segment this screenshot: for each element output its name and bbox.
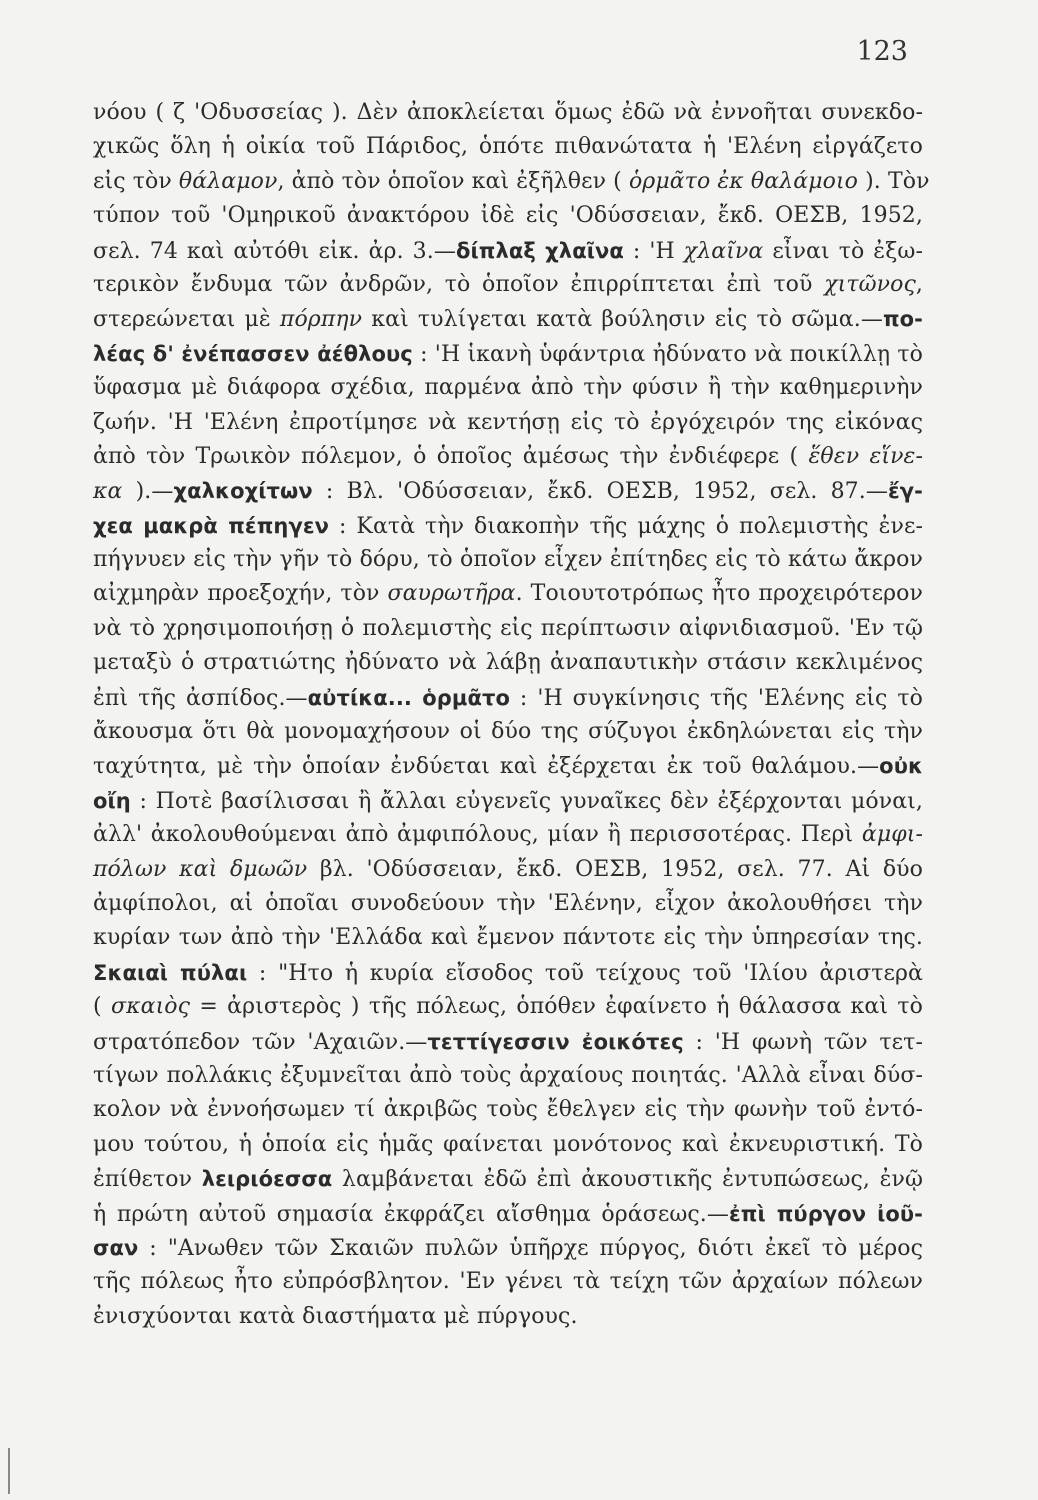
text-line bbox=[93, 130, 923, 164]
text-line bbox=[93, 199, 923, 233]
text-run: εἰς τὸν bbox=[93, 168, 179, 194]
bold-lemma: τεττίγεσσιν ἐοικότες bbox=[427, 1029, 684, 1054]
text-line bbox=[93, 165, 930, 199]
bold-lemma: πο- bbox=[882, 307, 923, 332]
bold-lemma: ἐπὶ πύργον ἰοῦ- bbox=[729, 1201, 923, 1226]
text-line bbox=[93, 921, 923, 955]
text-run: κυρίαν των ἀπὸ τὴν 'Ελλάδα καὶ ἔμενον πάντοτε εἰς τὴν ὑπηρεσίαν της. bbox=[93, 925, 923, 951]
text-line bbox=[93, 1128, 923, 1162]
text-run: μου τούτου, ἡ ὁποία εἰς ἡμᾶς φαίνεται μονότονος καὶ ἐκνευριστική. Τὸ bbox=[93, 1131, 923, 1157]
bold-lemma: λειριόεσσα bbox=[201, 1167, 333, 1192]
text-run: πήγνυεν εἰς τὴν γῆν τὸ δόρυ, τὸ ὁποῖον εἶχεν ἐπίτηδες εἰς τὸ κάτω ἄκρον bbox=[93, 547, 923, 573]
text-line bbox=[93, 234, 923, 268]
text-line bbox=[93, 1025, 923, 1059]
italic-term: χλαῖνα bbox=[683, 238, 764, 264]
bold-lemma: Σκαιαὶ πύλαι bbox=[93, 960, 248, 985]
text-run: ἀμφίπολοι, αἱ ὁποῖαι συνοδεύουν τὴν 'Ελένην, εἶχον ἀκολουθήσει τὴν bbox=[93, 890, 923, 916]
bold-lemma: δίπλαξ χλαῖνα bbox=[455, 238, 624, 263]
italic-term: σκαιὸς bbox=[110, 994, 191, 1020]
text-line bbox=[93, 853, 923, 887]
bold-lemma: σαν bbox=[93, 1235, 139, 1260]
text-run: : 'Η ἱκανὴ ὑφάντρια ἠδύνατο νὰ ποικίλλῃ τὸ bbox=[412, 341, 923, 367]
text-run: τερικὸν ἔνδυμα τῶν ἀνδρῶν, τὸ ὁποῖον ἐπιρρίπτεται ἐπὶ τοῦ bbox=[93, 271, 825, 297]
bold-lemma: ἔγ- bbox=[887, 479, 923, 504]
text-run: καὶ τυλίγεται κατὰ βούλησιν εἰς τὸ σῶμα.— bbox=[362, 307, 883, 333]
text-line bbox=[93, 406, 923, 440]
bold-lemma: αὐτίκα... ὁρμᾶτο bbox=[307, 685, 511, 710]
text-run: : 'Η φωνὴ τῶν τετ- bbox=[683, 1029, 923, 1055]
text-run: : "Ητο ἡ κυρία εἴσοδος τοῦ τείχους τοῦ 'Ιλίου ἀριστερὰ bbox=[247, 960, 923, 986]
text-run: , bbox=[915, 271, 923, 297]
text-run: : Ποτὲ βασίλισσαι ἢ ἄλλαι εὐγενεῖς γυναῖκες δὲν ἐξέρχονται μόναι, bbox=[130, 788, 923, 814]
text-line bbox=[93, 268, 923, 302]
text-run: ). Τὸν bbox=[858, 168, 930, 194]
text-run: νόου ( ζ 'Οδυσσείας ). Δὲν ἀποκλείεται ὅμως ἐδῶ νὰ ἐννοῆται συνεκδο- bbox=[93, 100, 923, 125]
text-run: : "Ανωθεν τῶν Σκαιῶν πυλῶν ὑπῆρχε πύργος, διότι ἐκεῖ τὸ μέρος bbox=[138, 1235, 923, 1261]
text-run: : 'Η bbox=[623, 238, 684, 264]
text-line bbox=[93, 749, 923, 783]
text-run: στρατόπεδον τῶν 'Αχαιῶν.— bbox=[93, 1029, 428, 1055]
text-run: τῆς πόλεως ἦτο εὐπρόσβλητον. 'Εν γένει τὰ τείχη τῶν ἀρχαίων πόλεων bbox=[93, 1269, 923, 1295]
text-run: ὕφασμα μὲ διάφορα σχέδια, παρμένα ἀπὸ τὴν φύσιν ἢ τὴν καθημερινὴν bbox=[93, 375, 923, 401]
italic-term: θάλαμον bbox=[178, 168, 278, 194]
text-run: ἐπίθετον bbox=[93, 1167, 202, 1193]
italic-term: ἕθεν εἵνε- bbox=[808, 443, 923, 469]
text-run: ἡ πρώτη αὐτοῦ σημασία ἐκφράζει αἴσθημα ὁράσεως.— bbox=[93, 1201, 730, 1227]
text-line bbox=[93, 1231, 923, 1265]
text-run: λαμβάνεται ἐδῶ ἐπὶ ἀκουστικῆς ἐντυπώσεως, ἐνῷ bbox=[332, 1167, 923, 1193]
italic-term: σαυρωτῆρα bbox=[387, 581, 516, 607]
scan-edge-mark bbox=[8, 1448, 10, 1494]
text-run: : Βλ. 'Οδύσσειαν, ἔκδ. ΟΕΣΒ, 1952, σελ. 87.— bbox=[312, 479, 888, 505]
bold-lemma: οἴη bbox=[93, 788, 131, 813]
text-line bbox=[93, 681, 923, 715]
text-run: ἀλλ' ἀκολουθούμεναι ἀπὸ ἀμφιπόλους, μίαν ἢ περισσοτέρας. Περὶ bbox=[93, 822, 862, 848]
text-line bbox=[93, 440, 923, 474]
bold-lemma: λέας δ' ἐνέπασσεν ἀέθλους bbox=[93, 341, 413, 366]
text-run: μεταξὺ ὁ στρατιώτης ἠδύνατο νὰ λάβῃ ἀναπαυτικὴν στάσιν κεκλιμένος bbox=[93, 650, 923, 676]
text-line bbox=[93, 1197, 923, 1231]
italic-term: πόρπην bbox=[279, 307, 363, 333]
text-line bbox=[93, 337, 923, 371]
text-line bbox=[93, 302, 923, 336]
text-line bbox=[93, 956, 923, 990]
italic-term: πόλων καὶ δμωῶν bbox=[93, 856, 308, 882]
text-run: κολον νὰ ἐννοήσωμεν τί ἀκριβῶς τοὺς ἔθελγεν εἰς τὴν φωνὴν τοῦ ἐντό- bbox=[93, 1097, 923, 1123]
text-run: ( bbox=[93, 994, 111, 1020]
text-run: ἐπὶ τῆς ἀσπίδος.— bbox=[93, 685, 308, 711]
text-run: τύπον τοῦ 'Ομηρικοῦ ἀνακτόρου ἰδὲ εἰς 'Οδύσσειαν, ἔκδ. ΟΕΣΒ, 1952, bbox=[93, 203, 923, 229]
text-run: στερεώνεται μὲ bbox=[93, 307, 280, 333]
text-line bbox=[93, 96, 923, 130]
text-line bbox=[93, 784, 923, 818]
text-run: ἀπὸ τὸν Τρωικὸν πόλεμον, ὁ ὁποῖος ἀμέσως τὴν ἐνδιέφερε ( bbox=[93, 443, 809, 469]
text-run: ταχύτητα, μὲ τὴν ὁποίαν ἐνδύεται καὶ ἐξέρχεται ἐκ τοῦ θαλάμου.— bbox=[93, 754, 880, 780]
text-line bbox=[93, 509, 923, 543]
text-line bbox=[93, 1300, 923, 1334]
text-line bbox=[93, 371, 923, 405]
text-line bbox=[93, 474, 923, 508]
bold-lemma: οὐκ bbox=[879, 754, 923, 779]
text-line bbox=[93, 577, 923, 611]
italic-term: κα bbox=[93, 479, 123, 505]
text-line bbox=[93, 1265, 923, 1299]
text-run: ζωήν. 'Η 'Ελένη ἐπροτίμησε νὰ κεντήσῃ εἰς τὸ ἐργόχειρόν της εἰκόνας bbox=[93, 409, 923, 435]
text-run: τίγων πολλάκις ἐξυμνεῖται ἀπὸ τοὺς ἀρχαίους ποιητάς. 'Αλλὰ εἶναι δύσ- bbox=[93, 1062, 923, 1088]
text-line bbox=[93, 1093, 923, 1127]
text-line bbox=[93, 543, 923, 577]
text-run: σελ. 74 καὶ αὐτόθι εἰκ. ἀρ. 3.— bbox=[93, 238, 456, 264]
text-run: ).— bbox=[122, 479, 174, 505]
text-line bbox=[93, 887, 923, 921]
bold-lemma: χαλκοχίτων bbox=[173, 479, 313, 504]
text-run: = ἀριστερὸς ) τῆς πόλεως, ὁπόθεν ἐφαίνετο ἡ θάλασσα καὶ τὸ bbox=[190, 994, 923, 1020]
italic-term: ἀμφι- bbox=[861, 822, 923, 848]
text-line bbox=[93, 715, 923, 749]
text-run: ἐνισχύονται κατὰ διαστήματα μὲ πύργους. bbox=[93, 1303, 578, 1329]
bold-lemma: χεα μακρὰ πέπηγεν bbox=[93, 513, 330, 538]
text-run: : Κατὰ τὴν διακοπὴν τῆς μάχης ὁ πολεμιστὴς ἐνε- bbox=[329, 513, 923, 539]
text-line bbox=[93, 1162, 923, 1196]
text-run: ἄκουσμα ὅτι θὰ μονομαχήσουν οἱ δύο της σύζυγοι ἐκδηλώνεται εἰς τὴν bbox=[93, 719, 923, 745]
text-line bbox=[93, 1059, 923, 1093]
text-run: βλ. 'Οδύσσειαν, ἔκδ. ΟΕΣΒ, 1952, σελ. 77. Αἱ δύο bbox=[307, 856, 923, 882]
italic-term: ὁρμᾶτο ἐκ θαλάμοιο bbox=[628, 168, 859, 194]
text-run: , ἀπὸ τὸν ὁποῖον καὶ ἐξῆλθεν ( bbox=[277, 168, 629, 194]
page-number: 123 bbox=[856, 36, 908, 67]
body-text bbox=[93, 96, 930, 1334]
text-run: αἰχμηρὰν προεξοχήν, τὸν bbox=[93, 581, 388, 607]
text-line bbox=[93, 646, 923, 680]
text-run: εἶναι τὸ ἐξω- bbox=[763, 238, 923, 264]
text-line bbox=[93, 612, 923, 646]
text-line bbox=[93, 990, 923, 1024]
italic-term: χιτῶνος bbox=[824, 271, 916, 297]
text-line bbox=[93, 818, 923, 852]
text-run: . Τοιουτοτρόπως ἦτο προχειρότερον bbox=[515, 581, 924, 607]
text-run: : 'Η συγκίνησις τῆς 'Ελένης εἰς τὸ bbox=[510, 685, 923, 711]
text-run: νὰ τὸ χρησιμοποιήσῃ ὁ πολεμιστὴς εἰς περίπτωσιν αἰφνιδιασμοῦ. 'Εν τῷ bbox=[93, 615, 923, 641]
text-run: χικῶς ὅλη ἡ οἰκία τοῦ Πάριδος, ὁπότε πιθανώτατα ἡ 'Ελένη εἰργάζετο bbox=[93, 134, 923, 160]
